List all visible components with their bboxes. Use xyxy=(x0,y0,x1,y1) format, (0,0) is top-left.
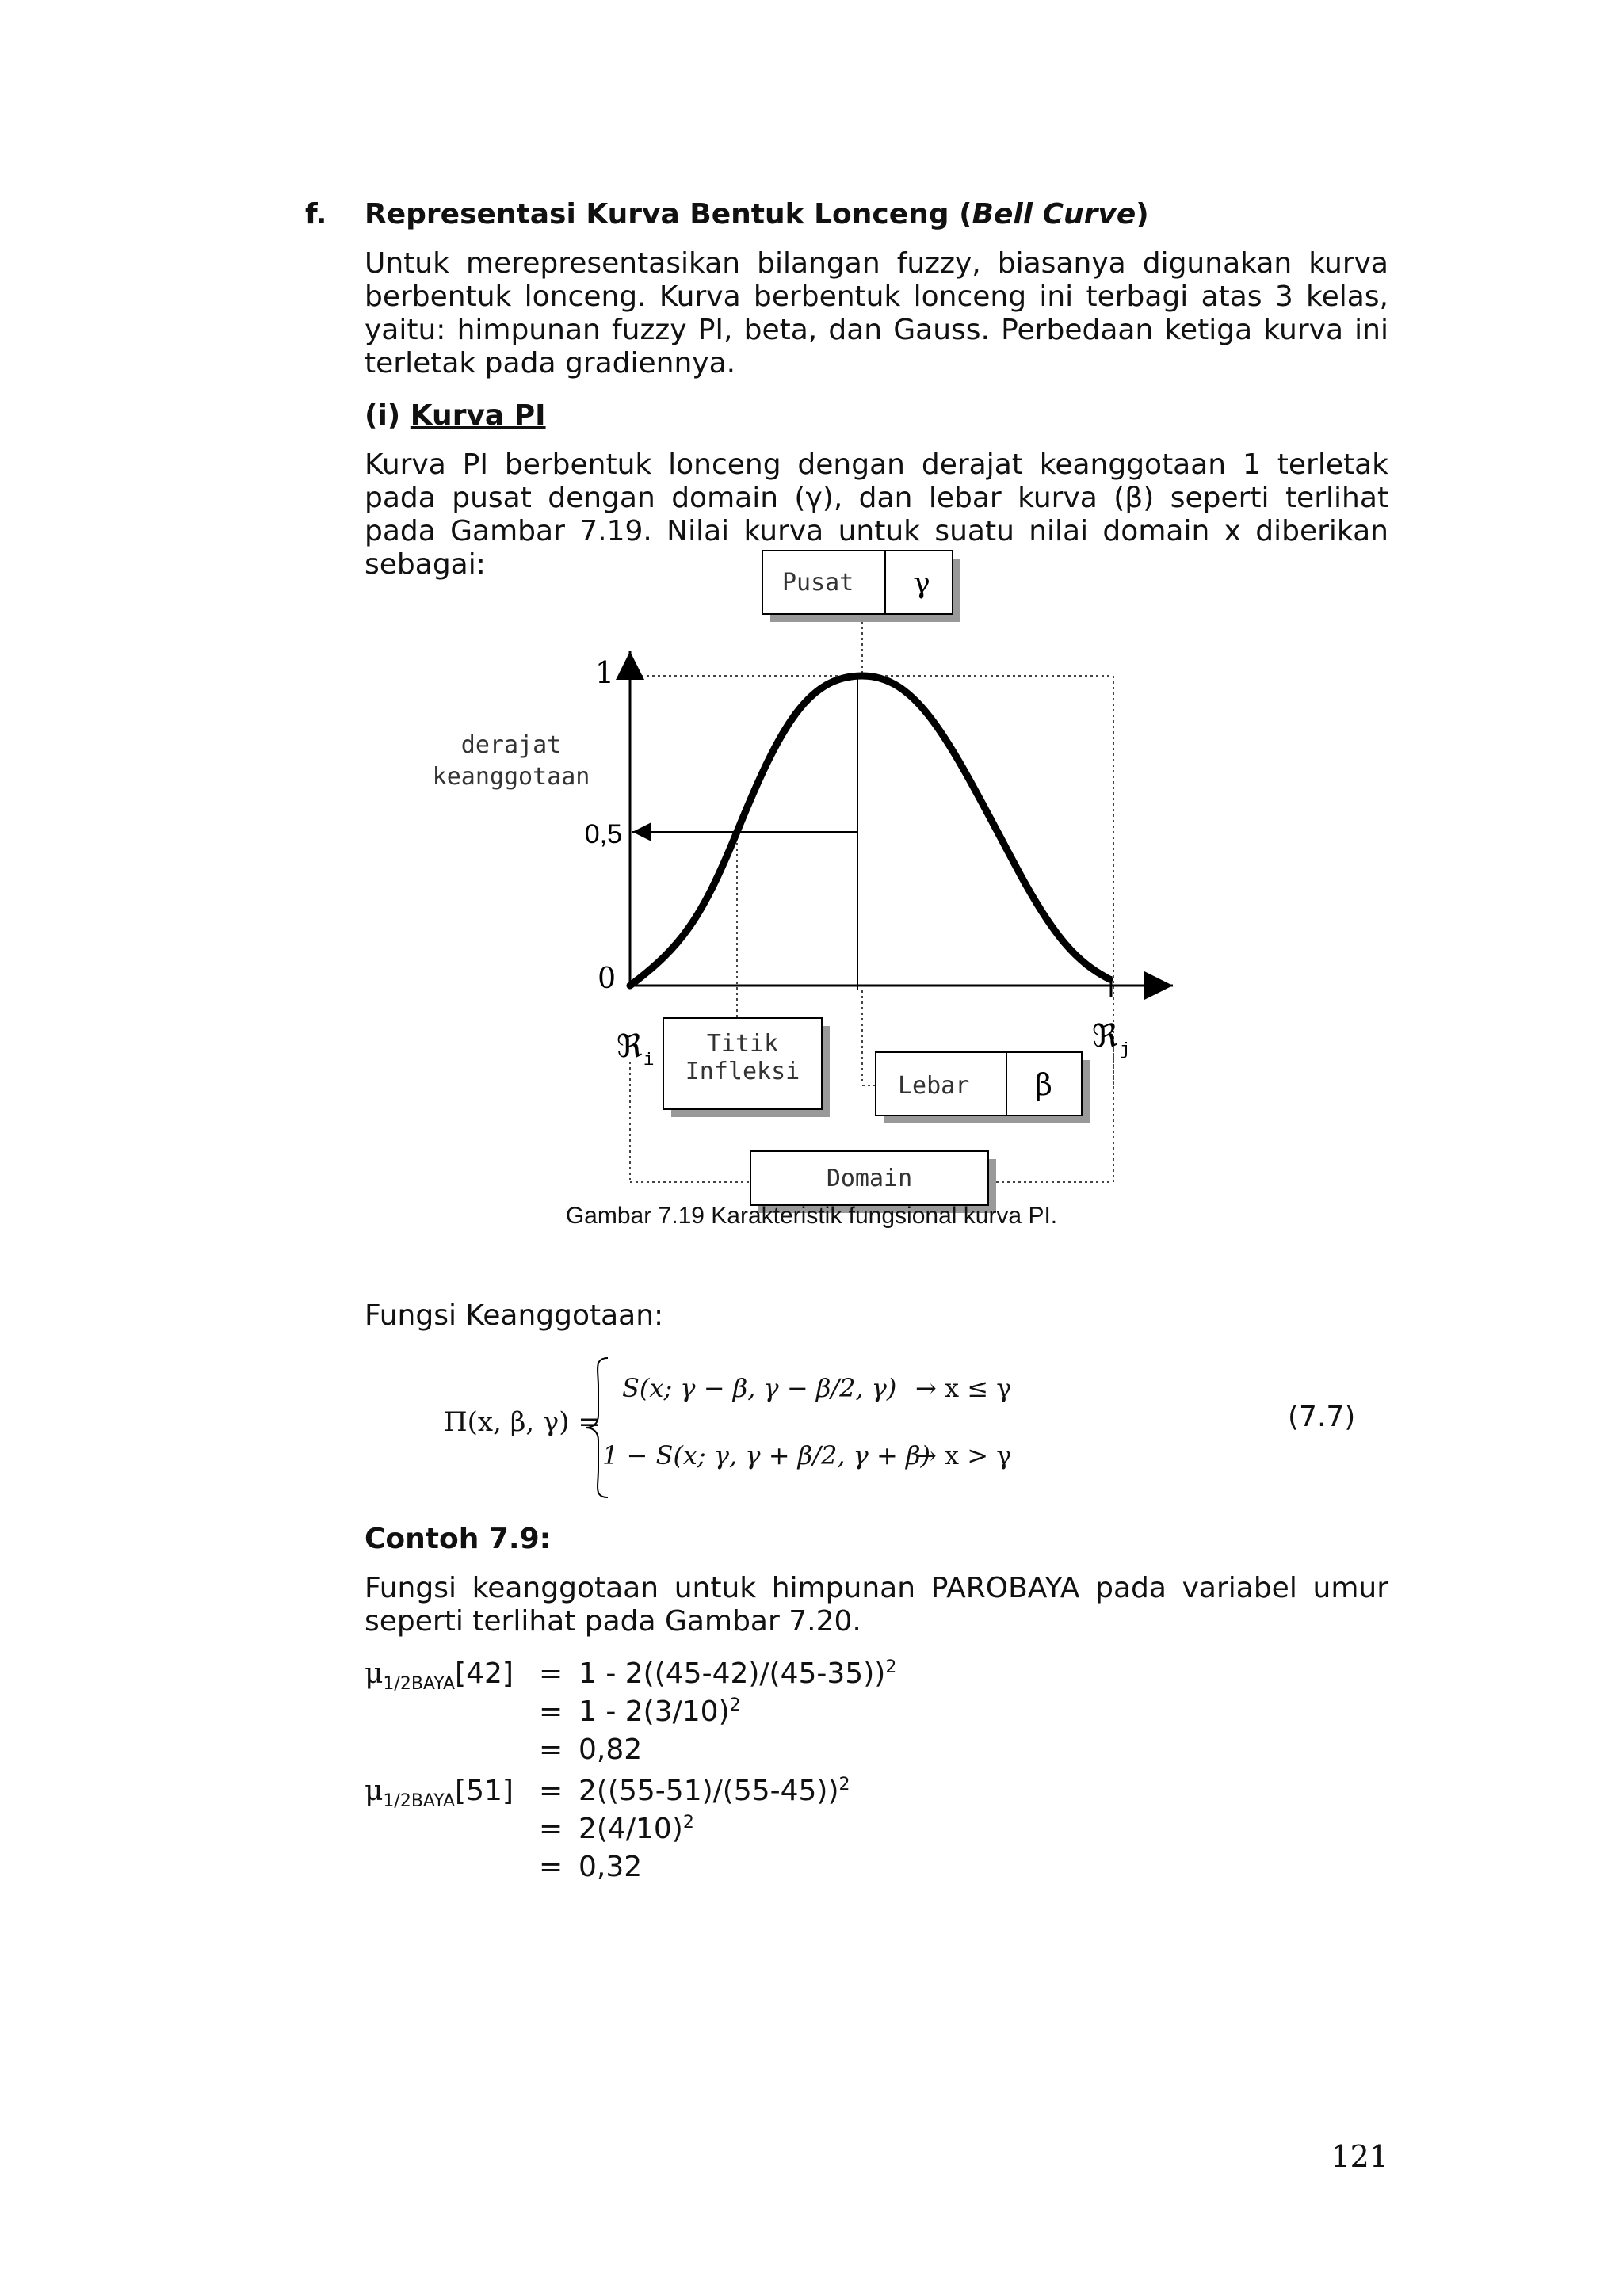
calc1-line3: 0,82 xyxy=(579,1733,643,1766)
equation-case2: 1 − S(x; γ, γ + β/2, γ + β) xyxy=(602,1440,930,1470)
example-heading: Contoh 7.9: xyxy=(365,1523,552,1555)
membership-heading: Fungsi Keanggotaan: xyxy=(365,1299,664,1332)
subsection-heading: (i) Kurva PI xyxy=(365,399,546,432)
titik-label-line1: Titik xyxy=(706,1030,779,1058)
gamma-symbol: γ xyxy=(913,567,930,600)
calc1-eq2: = xyxy=(539,1695,563,1728)
calc2-line1: $2((55-51)/(55-45))^2$ xyxy=(579,1775,850,1807)
calc1-eq1: = xyxy=(539,1657,563,1690)
equation-case1-condition: → x ≤ γ xyxy=(915,1373,1012,1403)
calc2-line3: 0,32 xyxy=(579,1851,643,1883)
example-paragraph: Fungsi keanggotaan untuk himpunan PAROBAYA pada variabel umur seperti terlihat pada Gambar 7.20. xyxy=(365,1572,1388,1638)
equation-case2-condition: → x > γ xyxy=(915,1440,1012,1470)
calc2-lhs: $\mu_{1/2BAYA}[51]$ xyxy=(365,1775,514,1811)
tick-one: 1 xyxy=(594,655,614,690)
equation-lhs: Π(x, β, γ) = xyxy=(444,1406,601,1438)
equation-brace xyxy=(582,1355,614,1501)
ri-subscript: i xyxy=(643,1051,655,1070)
ylabel-line2: keanggotaan xyxy=(432,763,590,791)
page-number: 121 xyxy=(1331,2139,1388,2174)
calc1-eq3: = xyxy=(539,1733,563,1766)
calc2-eq1: = xyxy=(539,1775,563,1807)
calc2-eq3: = xyxy=(539,1851,563,1883)
calc1-line1: $1 - 2((45-42)/(45-35))^2$ xyxy=(579,1657,897,1690)
calc1-lhs: $\mu_{1/2BAYA}[42]$ xyxy=(365,1657,514,1694)
section-title: Representasi Kurva Bentuk Lonceng (Bell Curve) xyxy=(365,198,1149,231)
titik-label-line2: Infleksi xyxy=(685,1058,800,1085)
intro-paragraph: Untuk merepresentasikan bilangan fuzzy, biasanya digunakan kurva berbentuk lonceng. Kurva berbentuk lonceng ini terbagi atas 3 kelas, yaitu: himpunan fuzzy PI, beta, dan Gauss. Perbedaan ketiga kurva ini terletak pada gradiennya. xyxy=(365,247,1388,379)
equation-case1: S(x; γ − β, γ − β/2, γ) xyxy=(622,1373,897,1403)
figure-caption: Gambar 7.19 Karakteristik fungsional kurva PI. xyxy=(565,1203,1058,1229)
beta-symbol: β xyxy=(1035,1067,1052,1102)
calc2-line2: $2(4/10)^2$ xyxy=(579,1813,694,1845)
ri-symbol: ℜ xyxy=(617,1028,643,1065)
tick-half: 0,5 xyxy=(584,819,622,849)
equation-number: (7.7) xyxy=(1288,1401,1356,1433)
rj-subscript: j xyxy=(1120,1040,1131,1060)
calc2-eq2: = xyxy=(539,1813,563,1845)
pusat-label: Pusat xyxy=(782,569,854,597)
lebar-label: Lebar xyxy=(898,1072,970,1100)
rj-symbol: ℜ xyxy=(1092,1018,1118,1055)
section-marker: f. xyxy=(305,198,327,231)
calc1-line2: $1 - 2(3/10)^2$ xyxy=(579,1695,741,1728)
tick-zero: 0 xyxy=(598,963,616,995)
ylabel-line1: derajat xyxy=(460,731,562,759)
bell-curve xyxy=(630,676,1109,986)
domain-label: Domain xyxy=(826,1165,913,1192)
subsection-paragraph: Kurva PI berbentuk lonceng dengan derajat keanggotaan 1 terletak pada pusat dengan domain (γ), dan lebar kurva (β) seperti terlihat pada Gambar 7.19. Nilai kurva untuk suatu nilai domain x diberikan sebagai: xyxy=(365,448,1388,581)
